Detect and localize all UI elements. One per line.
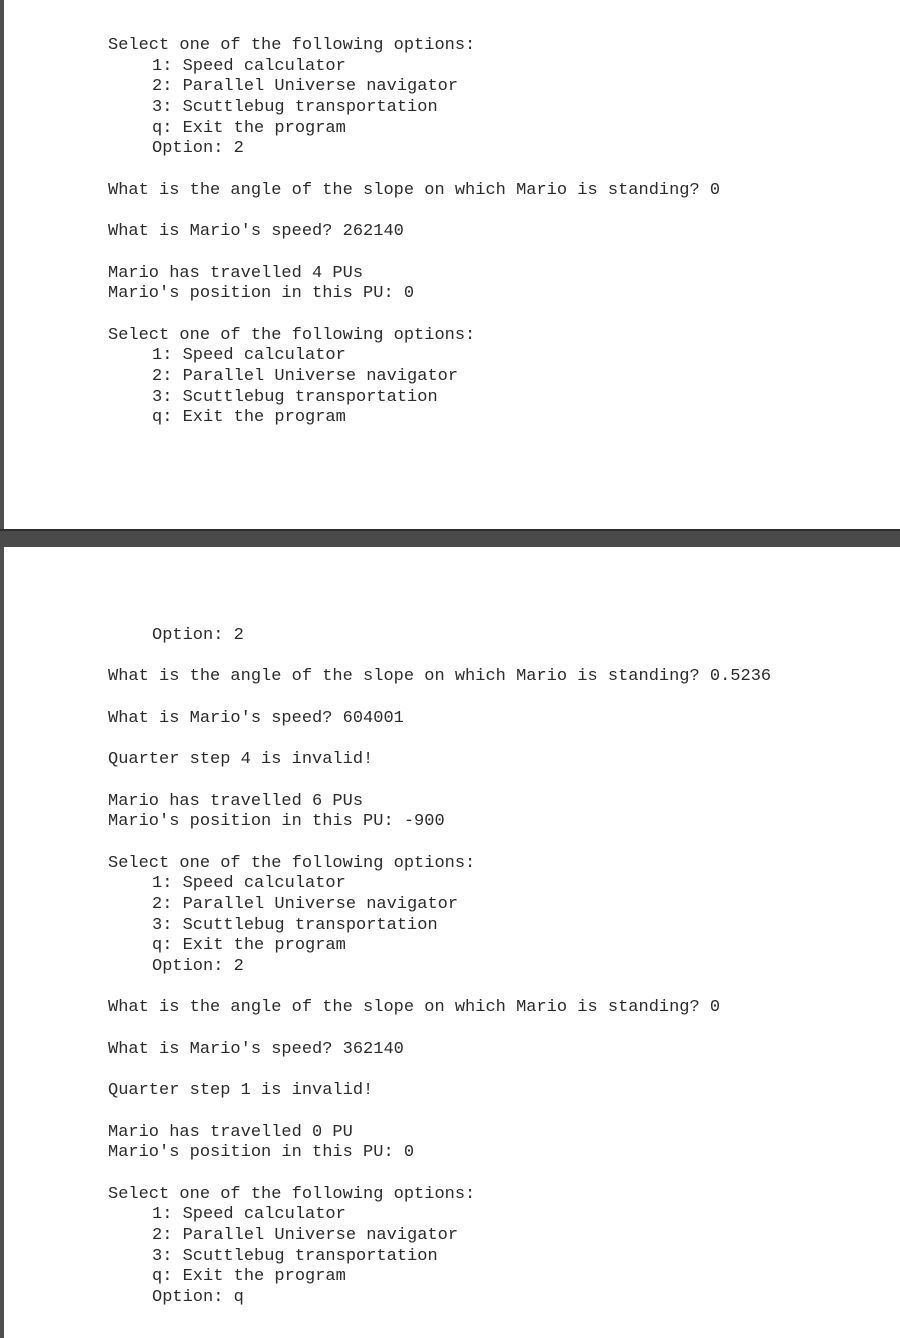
- console-line: Quarter step 1 is invalid!: [108, 1081, 374, 1101]
- blank-line: [108, 688, 771, 709]
- console-line: What is the angle of the slope on which Mario is standing? 0: [108, 180, 721, 200]
- console-output-page-2: [108, 626, 771, 1309]
- console-line: 3: Scuttlebug transportation: [152, 98, 438, 118]
- console-line: Mario has travelled 4 PUs: [108, 263, 364, 283]
- console-line: 1: Speed calculator: [152, 874, 346, 894]
- console-output-page-1: [108, 36, 720, 429]
- blank-line: [108, 1102, 771, 1123]
- console-line: 2: Parallel Universe navigator: [152, 1225, 459, 1245]
- console-line: What is the angle of the slope on which Mario is standing? 0: [108, 998, 721, 1018]
- blank-line: [108, 160, 720, 181]
- console-line: 2: Parallel Universe navigator: [152, 367, 459, 386]
- console-line: Option: 2: [152, 626, 244, 645]
- console-line: q: Exit the program: [152, 1267, 346, 1287]
- blank-line: [108, 771, 771, 792]
- page-separator: [0, 529, 900, 547]
- console-line: Mario has travelled 0 PU: [108, 1122, 353, 1142]
- document-page-2: [0, 547, 900, 1338]
- blank-line: [108, 1060, 771, 1081]
- console-line: What is the angle of the slope on which Mario is standing? 0.5236: [108, 667, 772, 687]
- console-line: Quarter step 4 is invalid!: [108, 750, 374, 770]
- console-line: 3: Scuttlebug transportation: [152, 387, 438, 407]
- console-line: Option: q: [152, 1288, 244, 1307]
- console-line: Select one of the following options:: [108, 853, 476, 873]
- console-line: 2: Parallel Universe navigator: [152, 894, 459, 914]
- console-line: 3: Scuttlebug transportation: [152, 1246, 438, 1266]
- blank-line: [108, 833, 771, 854]
- console-line: q: Exit the program: [152, 118, 346, 138]
- console-line: Select one of the following options:: [108, 325, 476, 345]
- blank-line: [108, 243, 720, 264]
- console-line: Option: 2: [152, 957, 244, 976]
- blank-line: [108, 1019, 771, 1040]
- console-line: What is Mario's speed? 362140: [108, 1039, 404, 1059]
- blank-line: [108, 978, 771, 999]
- console-line: 1: Speed calculator: [152, 1205, 346, 1225]
- blank-line: [108, 647, 771, 668]
- blank-line: [108, 305, 720, 326]
- console-line: 1: Speed calculator: [152, 56, 346, 76]
- console-line: Option: 2: [152, 139, 244, 159]
- console-line: Mario's position in this PU: 0: [108, 1143, 415, 1163]
- blank-line: [108, 202, 720, 223]
- console-line: Select one of the following options:: [108, 36, 476, 55]
- console-line: Select one of the following options:: [108, 1184, 476, 1204]
- console-line: Mario's position in this PU: 0: [108, 284, 415, 304]
- document-page-1: [0, 0, 900, 529]
- blank-line: [108, 1164, 771, 1185]
- console-line: Mario has travelled 6 PUs: [108, 791, 364, 811]
- console-line: 1: Speed calculator: [152, 346, 346, 366]
- console-line: 3: Scuttlebug transportation: [152, 915, 438, 935]
- console-line: Mario's position in this PU: -900: [108, 812, 445, 832]
- console-line: What is Mario's speed? 262140: [108, 222, 404, 242]
- console-line: What is Mario's speed? 604001: [108, 708, 404, 728]
- console-line: q: Exit the program: [152, 936, 346, 956]
- blank-line: [108, 729, 771, 750]
- console-line: 2: Parallel Universe navigator: [152, 77, 459, 97]
- console-line: q: Exit the program: [152, 408, 346, 428]
